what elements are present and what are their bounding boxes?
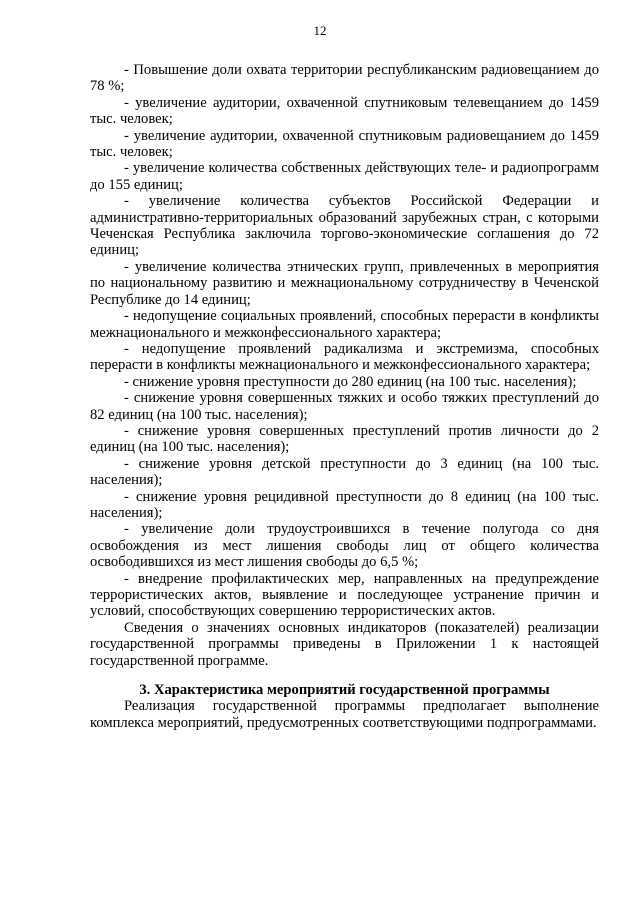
summary-paragraph: Сведения о значениях основных индикаторов (показателей) реализации государственной программы приведены в Приложении 1 к настоящей государственной программе. — [90, 619, 599, 669]
list-item: - снижение уровня совершенных преступлений против личности до 2 единиц (на 100 тыс. населения); — [90, 422, 599, 456]
list-item: - увеличение количества субъектов Российской Федерации и административно-территориальных образований зарубежных стран, с которыми Чеченская Республика заключила торгово-экономические соглашения до 72 единиц; — [90, 193, 599, 259]
list-item: - внедрение профилактических мер, направленных на предупреждение террористических актов, выявление и последующее устранение причин и условий, способствующих совершению террористических актов. — [90, 570, 599, 620]
section-paragraph: Реализация государственной программы предполагает выполнение комплекса мероприятий, предусмотренных соответствующими подпрограммами. — [90, 698, 599, 731]
list-item: - увеличение аудитории, охваченной спутниковым радиовещанием до 1459 тыс. человек; — [90, 127, 599, 161]
section-spacer — [90, 669, 599, 682]
section-heading: 3. Характеристика мероприятий государственной программы — [139, 682, 550, 699]
page-number: 12 — [313, 23, 327, 38]
list-item: - снижение уровня преступности до 280 единиц (на 100 тыс. населения); — [124, 373, 577, 390]
list-item: - увеличение аудитории, охваченной спутниковым телевещанием до 1459 тыс. человек; — [90, 94, 599, 128]
list-item: - недопущение социальных проявлений, способных перерасти в конфликты межнационального и межконфессионального характера; — [90, 308, 599, 341]
list-item: - увеличение количества этнических групп, привлеченных в мероприятия по национальному развитию и межнациональному сотрудничеству в Чеченской Республике до 14 единиц; — [90, 258, 599, 308]
list-item: - увеличение доли трудоустроившихся в течение полугода со дня освобождения из мест лишения свободы лиц от общего количества освободившихся из мест лишения свободы до 6,5 %; — [90, 521, 599, 571]
list-item: - Повышение доли охвата территории республиканским радиовещанием до 78 %; — [90, 62, 599, 95]
list-item: - снижение уровня совершенных тяжких и особо тяжких преступлений до 82 единиц (на 100 тыс. населения); — [90, 390, 599, 423]
list-item: - недопущение проявлений радикализма и экстремизма, способных перерасти в конфликты межнационального и межконфессионального характера; — [90, 340, 599, 374]
document-body — [90, 62, 599, 731]
list-item: - снижение уровня рецидивной преступности до 8 единиц (на 100 тыс. населения); — [90, 488, 599, 521]
list-item: - увеличение количества собственных действующих теле- и радиопрограмм до 155 единиц; — [90, 160, 599, 193]
list-item: - снижение уровня детской преступности до 3 единиц (на 100 тыс. населения); — [90, 455, 599, 489]
